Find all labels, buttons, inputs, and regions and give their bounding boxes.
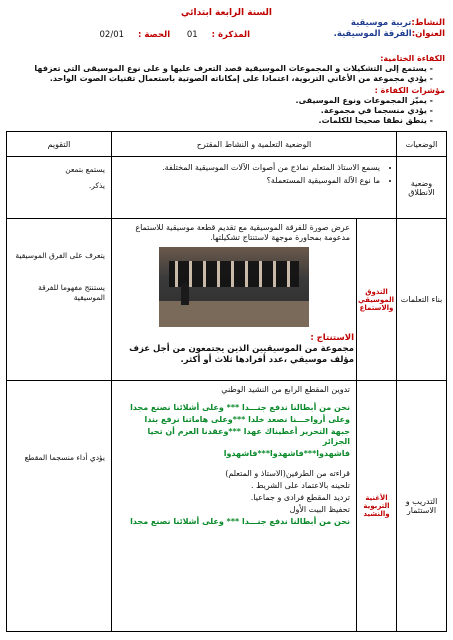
verse-line: جبهة التحرير أعطيناك عهدا ***وعقدنا العزم أن تحيا الجزائر — [147, 427, 350, 446]
indicator-item: - يميّز المجموعات ونوع الموسيقى. — [5, 96, 433, 106]
competence-indicators — [5, 86, 445, 126]
step-item: تلحينه بالاعتماد على الشريط . — [250, 481, 350, 490]
practice-intro: تدوين المقطع الرابع من النشيد الوطني — [221, 385, 350, 394]
final-competence-label: الكفاءة الختامية: — [380, 54, 445, 63]
photo-choir — [169, 261, 299, 287]
situation-start: وضعية الانطلاق — [397, 157, 447, 219]
header-situations: الوضعيات — [397, 132, 447, 157]
conclusion-text: مجموعة من الموسيقيين الذين يجتمعون من أجل عزف مؤلف موسيقي ،عدد أفرادها ثلاث أو أكثر. — [129, 344, 354, 365]
indicator-item: - ينطق نطقا صحيحا للكلمات. — [5, 116, 433, 126]
indicators-label: مؤشرات الكفاءة : — [374, 86, 445, 95]
memo-value: 01 — [186, 30, 198, 40]
build-evaluation — [7, 219, 112, 381]
verse-line: وعلى أرواحـــنا نصعد خلدا ***وعلى هاماتنا نرفع بندا — [144, 415, 350, 424]
eval-item: يستنتج مفهوما للفرقة الموسيقية — [38, 283, 105, 302]
eval-item: يستمع بتمعن — [65, 165, 105, 174]
orchestra-photo — [159, 247, 309, 327]
final-competence — [5, 54, 445, 84]
lesson-table — [6, 131, 447, 632]
session-label: الحصة : — [138, 30, 171, 40]
practice-body — [112, 381, 357, 632]
activity-listening: التذوق الموسيقي والاستماع — [357, 219, 397, 381]
competence-item: - يؤدي مجموعة من الأغاني التربوية، اعتمادا على إمكاناته الصوتية باستعمال تقنيات الصوت الواحد. — [5, 74, 433, 84]
situation-build: بناء التعلمات — [397, 219, 447, 381]
indicator-item: - يؤدي منسجما في مجموعة. — [5, 106, 433, 116]
activity-value: تربية موسيقية — [350, 18, 412, 28]
start-item: • يسمع الاستاذ المتعلم نماذج من أصوات الآلات الموسيقية المختلفة. — [114, 163, 380, 173]
situation-practice: التدريب و الاستثمار — [397, 381, 447, 632]
memo-label: المذكرة : — [211, 30, 250, 40]
competence-item: - يستمع إلى التشكيلات و المجموعات الموسيقية قصد التعرف عليها و على نوع الموسيقى التي تعزفها — [5, 64, 433, 74]
session-info — [70, 30, 250, 40]
topic-label: العنوان: — [411, 28, 445, 39]
photo-conductor — [181, 283, 189, 305]
start-body — [112, 157, 397, 219]
start-evaluation — [7, 157, 112, 219]
verse-line: فاشهدوا***فاشهدوا***فاشهدوا — [223, 449, 350, 458]
conclusion-label: الاستنتاج : — [310, 333, 354, 343]
eval-item: يتعرف على الفرق الموسيقية — [15, 251, 105, 260]
step-item: ترديد المقطع فرادى و جماعيا. — [250, 493, 350, 502]
activity-label: النشاط: — [411, 18, 445, 28]
page-title: السنة الرابعة ابتدائي — [181, 8, 272, 18]
step-item: قراءته من الطرفين(الاستاذ و المتعلم) — [225, 469, 350, 478]
build-intro: عرض صورة للفرقة الموسيقية مع تقديم قطعة موسيقية للاستماع مدعومة بمحاورة موجهة لاستنتاج تشكيلتها. — [135, 223, 350, 242]
topic-value: الفرقة الموسيقية. — [333, 28, 412, 39]
activity-song: الأغنية التربوية والنشيد — [357, 381, 397, 632]
header-body: الوضعية التعلمية و النشاط المقترح — [112, 132, 397, 157]
start-item: • ما نوع الآلة الموسيقية المستعملة؟ — [114, 176, 380, 186]
header-evaluation: التقويم — [7, 132, 112, 157]
final-verse: نحن من أبطالنا ندفع جنـــدا *** وعلى أشلائنا نصنع مجدا — [130, 517, 350, 526]
session-value: 02/01 — [99, 30, 125, 40]
step-item: تحفيظ البيت الأول — [289, 505, 350, 514]
verse-line: نحن من أبطالنا ندفع جنـــدا *** وعلى أشلائنا نصنع مجدا — [130, 403, 350, 412]
practice-evaluation — [7, 381, 112, 632]
build-body — [112, 219, 357, 381]
eval-item: يؤدي أداء منسجما المقطع — [24, 453, 105, 462]
conclusion — [114, 333, 354, 366]
eval-item: يذكر. — [88, 181, 105, 190]
